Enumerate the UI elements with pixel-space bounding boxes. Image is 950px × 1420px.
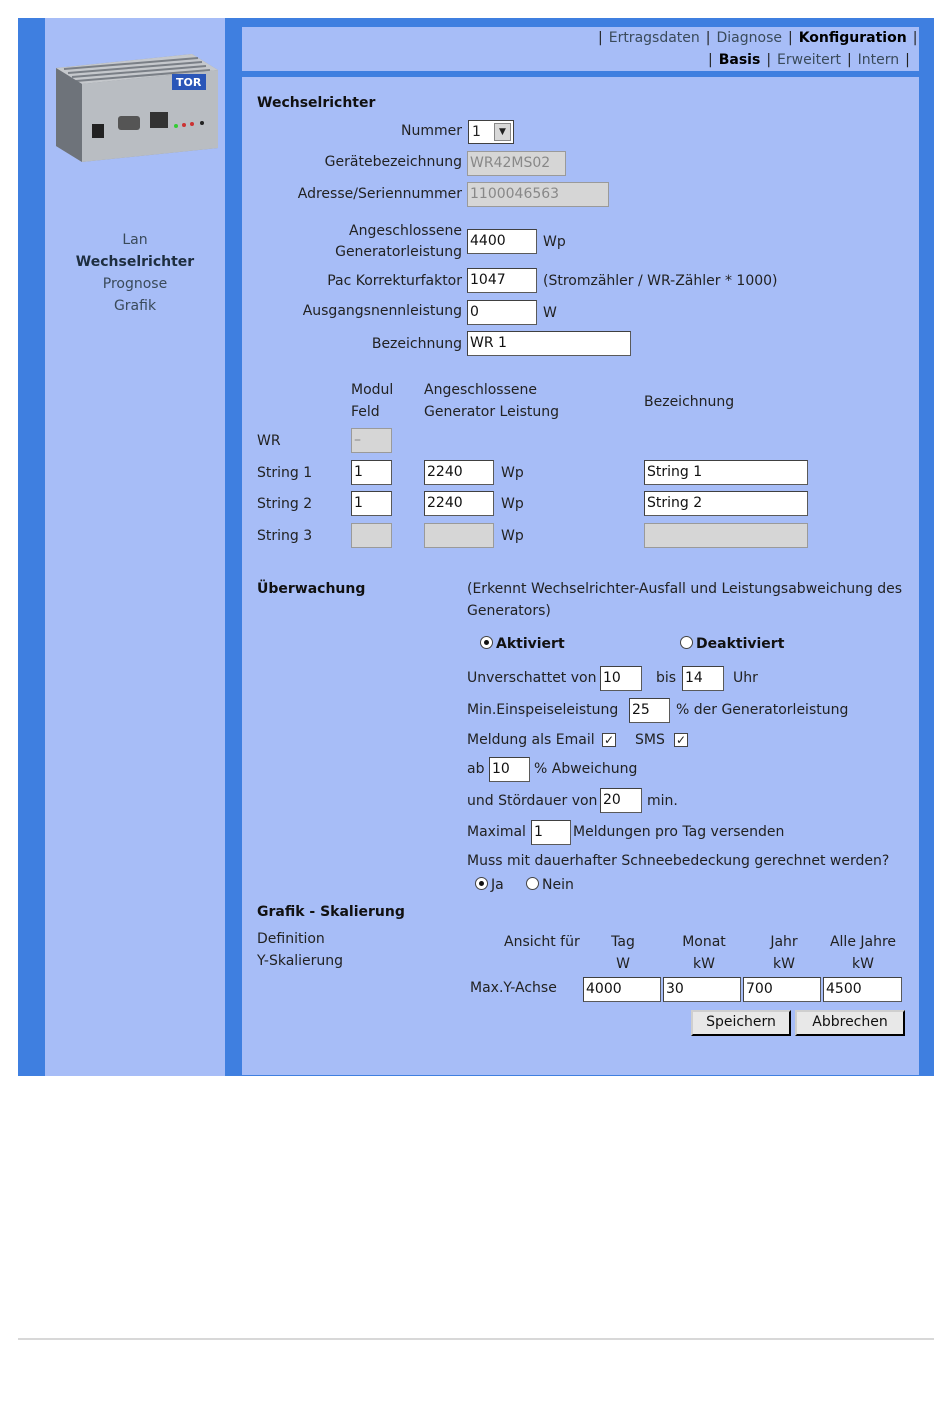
ab-unit: % Abweichung [534,761,638,777]
stoer-label: und Stördauer von [467,793,598,809]
monitor-desc-2: Generators) [467,603,551,619]
col-bezeichnung: Bezeichnung [644,394,735,410]
col-monat-unit: kW [693,956,715,972]
pac-label: Pac Korrekturfaktor [327,273,462,289]
ausgang-unit: W [543,305,557,321]
device-brand: TOR [176,76,202,89]
min-unit: % der Generatorleistung [676,702,849,718]
sms-checkbox[interactable]: ✓ [675,733,687,747]
adresse-field[interactable]: 1100046563 [467,182,609,207]
email-checkbox[interactable]: ✓ [603,733,615,747]
sidebar [45,18,225,1076]
gen-unit: Wp [543,234,566,250]
nummer-label: Nummer [401,123,462,139]
top-nav: | Ertragsdaten | Diagnose | Konfiguration | [598,30,918,46]
col-tag-unit: W [616,956,630,972]
aktiviert-radio[interactable] [480,636,493,649]
string3-bez-field[interactable] [644,523,808,548]
snow-question: Muss mit dauerhafter Schneebedeckung gerechnet werden? [467,853,890,869]
grafik-def-1: Definition [257,931,325,947]
string3-label: String 3 [257,528,313,544]
max-unit: Meldungen pro Tag versenden [573,824,785,840]
col-alle-jahre: Alle Jahre [829,934,897,950]
col-gen-2: Generator Leistung [424,404,560,420]
sidebar-item-lan[interactable]: Lan [122,232,148,248]
gen-label-2: Generatorleistung [335,244,462,260]
bez-label: Bezeichnung [371,336,462,352]
deaktiviert-label: Deaktiviert [696,636,785,652]
snow-nein-radio[interactable] [526,877,539,890]
string2-unit: Wp [501,496,524,512]
section-heading-wechselrichter: Wechselrichter [257,95,376,111]
string2-gen-field[interactable]: 2240 [424,491,494,516]
col-modul-1: Modul [351,382,394,398]
grafik-ansicht: Ansicht für [504,934,580,950]
shade-bis: bis [656,670,677,686]
shade-from-field[interactable]: 10 [600,666,642,691]
nav-konfiguration[interactable]: Konfiguration [798,30,907,46]
bezeichnung-field[interactable]: WR 1 [467,331,631,356]
aktiviert-label: Aktiviert [496,636,565,652]
alle-jahre-y-field[interactable]: 4500 [823,977,902,1002]
string2-modul-field[interactable]: 1 [351,491,392,516]
ausgang-label: Ausgangsnennleistung [302,303,462,319]
col-gen-1: Angeschlossene [424,382,537,398]
tag-y-field[interactable]: 4000 [583,977,661,1002]
string1-gen-field[interactable]: 2240 [424,460,494,485]
jahr-y-field[interactable]: 700 [743,977,821,1002]
shade-to-field[interactable]: 14 [682,666,724,691]
snow-nein-label: Nein [542,877,574,893]
adresse-label: Adresse/Seriennummer [297,186,462,202]
section-heading-ueberwachung: Überwachung [257,581,366,597]
wr-row-label: WR [257,433,281,449]
sidebar-item-grafik[interactable]: Grafik [113,298,157,314]
shade-label: Unverschattet von [467,670,597,686]
nav-ertragsdaten[interactable]: Ertragsdaten [608,30,700,46]
ab-field[interactable]: 10 [489,757,530,782]
col-modul-2: Feld [351,404,380,420]
max-label: Maximal [467,824,526,840]
ab-label: ab [467,761,485,777]
gen-label-1: Angeschlossene [349,223,462,239]
shade-unit: Uhr [733,670,758,686]
min-field[interactable]: 25 [629,698,670,723]
grafik-def-2: Y-Skalierung [257,953,344,969]
string3-gen-field[interactable] [424,523,494,548]
nav-diagnose[interactable]: Diagnose [716,30,782,46]
sidebar-item-wechselrichter[interactable]: Wechselrichter [75,254,195,270]
geraet-field[interactable]: WR42MS02 [467,151,566,176]
nav-intern[interactable]: Intern [857,52,900,68]
string1-modul-field[interactable]: 1 [351,460,392,485]
email-label: Meldung als Email [467,732,595,748]
sms-label: SMS [635,732,665,748]
nav-basis[interactable]: Basis [718,52,761,68]
string1-label: String 1 [257,465,313,481]
col-alle-jahre-unit: kW [852,956,874,972]
generatorleistung-field[interactable]: 4400 [467,229,537,254]
nummer-select[interactable]: 1 ▼ [468,120,514,144]
snow-ja-label: Ja [491,877,504,893]
cancel-button[interactable]: Abbrechen [795,1010,905,1036]
col-jahr-unit: kW [773,956,795,972]
col-jahr: Jahr [770,934,798,950]
pac-field[interactable]: 1047 [467,268,537,293]
min-label: Min.Einspeiseleistung [467,702,619,718]
stoer-unit: min. [647,793,678,809]
pac-hint: (Stromzähler / WR-Zähler * 1000) [543,273,778,289]
stoer-field[interactable]: 20 [600,788,642,813]
string3-unit: Wp [501,528,524,544]
footer-divider [18,1338,934,1340]
deaktiviert-radio[interactable] [680,636,693,649]
col-tag: Tag [611,934,635,950]
geraet-label: Gerätebezeichnung [324,154,462,170]
string1-bez-field[interactable]: String 1 [644,460,808,485]
string1-unit: Wp [501,465,524,481]
monitor-desc-1: (Erkennt Wechselrichter-Ausfall und Leistungsabweichung des [467,581,903,597]
save-button[interactable]: Speichern [691,1010,791,1036]
string2-bez-field[interactable]: String 2 [644,491,808,516]
sub-nav: | Basis | Erweitert | Intern | [708,52,910,68]
col-monat: Monat [682,934,726,950]
device-image [52,50,222,170]
max-y-label: Max.Y-Achse [470,980,557,996]
snow-ja-radio[interactable] [475,877,488,890]
max-field[interactable]: 1 [531,820,571,845]
sidebar-item-prognose[interactable]: Prognose [102,276,168,292]
monat-y-field[interactable]: 30 [663,977,741,1002]
ausgang-field[interactable]: 0 [467,300,537,325]
section-heading-grafik: Grafik - Skalierung [257,904,405,920]
string3-modul-field[interactable] [351,523,392,548]
chevron-down-icon: ▼ [494,123,511,141]
string2-label: String 2 [257,496,313,512]
wr-modul-field[interactable]: – [351,428,392,453]
nav-erweitert[interactable]: Erweitert [777,52,841,68]
